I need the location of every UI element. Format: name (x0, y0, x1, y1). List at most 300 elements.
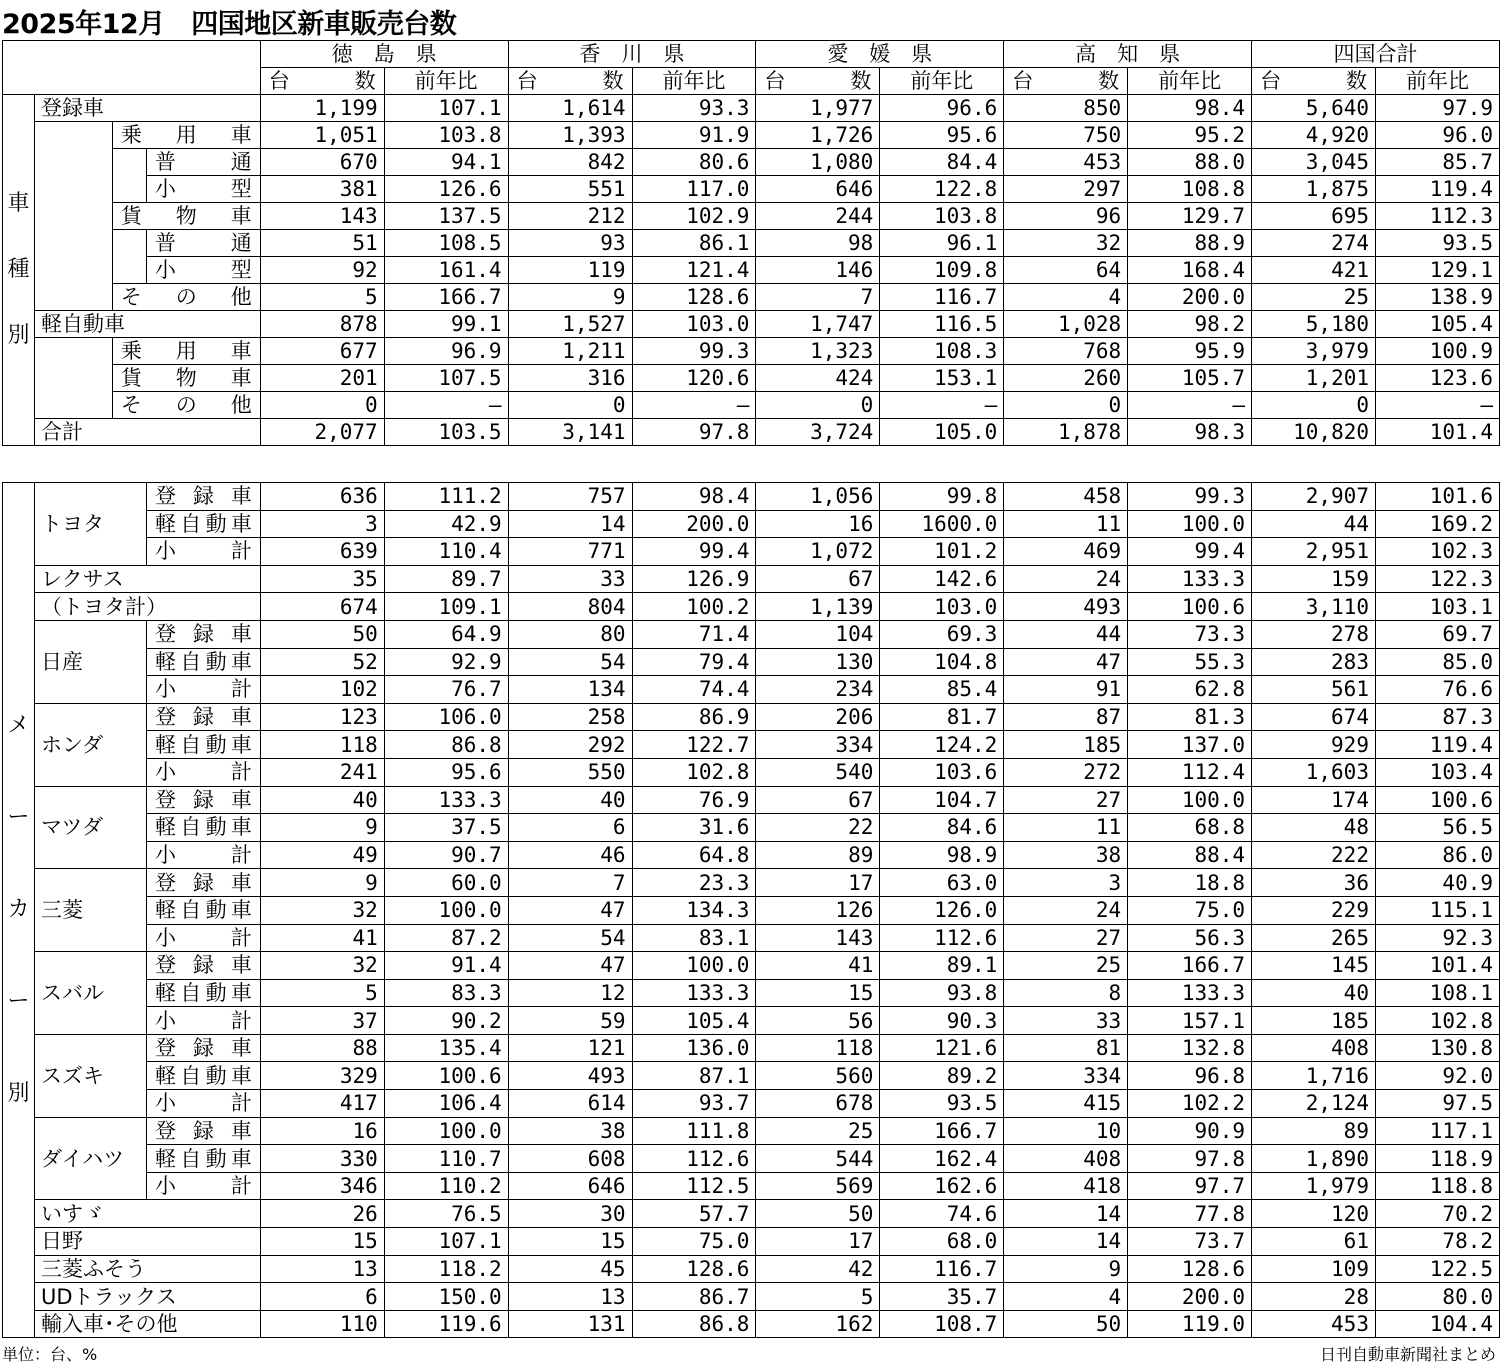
row-label: 乗用車 (112, 338, 260, 365)
maker-row (3, 1172, 1500, 1200)
maker-name: 三菱ふそう (34, 1255, 260, 1283)
yoy-cell: 119.6 (384, 1310, 508, 1338)
yoy-cell: 103.6 (880, 758, 1004, 786)
yoy-cell: — (1128, 392, 1252, 419)
row-label: 軽自動車 (34, 311, 260, 338)
count-cell: 1,323 (756, 338, 880, 365)
yoy-cell: 112.5 (632, 1172, 756, 1200)
yoy-cell: 119.4 (1375, 731, 1499, 759)
count-cell: 540 (756, 758, 880, 786)
yoy-cell: 129.1 (1376, 257, 1500, 284)
count-cell: 47 (508, 952, 632, 980)
yoy-cell: 122.7 (632, 731, 756, 759)
count-cell: 47 (508, 896, 632, 924)
count-cell: 330 (260, 1145, 384, 1173)
yoy-cell: 99.4 (1128, 538, 1252, 566)
yoy-cell: 86.7 (632, 1283, 756, 1311)
yoy-cell: 79.4 (632, 648, 756, 676)
count-cell: 17 (756, 869, 880, 897)
count-cell: 45 (508, 1255, 632, 1283)
yoy-cell: 128.6 (632, 1255, 756, 1283)
row-label: 合計 (34, 419, 260, 446)
yoy-cell: 71.4 (632, 620, 756, 648)
sub-label: 軽自動車 (146, 896, 260, 924)
yoy-cell: 134.3 (632, 896, 756, 924)
maker-row (3, 1228, 1500, 1256)
count-cell: 25 (1004, 952, 1128, 980)
sub-label: 小計 (146, 1007, 260, 1035)
yoy-cell: 97.5 (1375, 1090, 1499, 1118)
count-cell: 878 (260, 311, 384, 338)
count-cell: 5 (260, 979, 384, 1007)
yoy-cell: 157.1 (1128, 1007, 1252, 1035)
yoy-cell: 83.3 (384, 979, 508, 1007)
yoy-cell: 150.0 (384, 1283, 508, 1311)
sub-label: 小計 (146, 1090, 260, 1118)
count-cell: 38 (1004, 841, 1128, 869)
count-cell: 33 (508, 565, 632, 593)
yoy-cell: 117.0 (632, 176, 756, 203)
yoy-cell: 76.9 (632, 786, 756, 814)
yoy-cell: 76.5 (384, 1200, 508, 1228)
yoy-cell: — (384, 392, 508, 419)
yoy-cell: 122.3 (1375, 565, 1499, 593)
vehicle-row (3, 257, 1500, 284)
count-cell: 37 (260, 1007, 384, 1035)
yoy-cell: 105.7 (1128, 365, 1252, 392)
count-cell: 241 (260, 758, 384, 786)
count-cell: 24 (1004, 896, 1128, 924)
yoy-cell: 126.6 (384, 176, 508, 203)
yoy-cell: 64.9 (384, 620, 508, 648)
count-cell: 6 (260, 1283, 384, 1311)
yoy-cell: 109.1 (384, 593, 508, 621)
yoy-cell: 76.6 (1375, 676, 1499, 704)
yoy-cell: 108.3 (880, 338, 1004, 365)
yoy-cell: 162.6 (880, 1172, 1004, 1200)
count-cell: 41 (756, 952, 880, 980)
sub-label: 軽自動車 (146, 648, 260, 676)
yoy-cell: 105.0 (880, 419, 1004, 446)
sub-label: 登録車 (146, 1117, 260, 1145)
yoy-cell: 103.1 (1375, 593, 1499, 621)
maker-table (2, 482, 1500, 1338)
yoy-cell: 57.7 (632, 1200, 756, 1228)
count-cell: 104 (756, 620, 880, 648)
yoy-cell: 200.0 (1128, 1283, 1252, 1311)
row-label: 登録車 (34, 95, 260, 122)
maker-name: レクサス (34, 565, 260, 593)
count-cell: 50 (756, 1200, 880, 1228)
count-cell: 1,979 (1252, 1172, 1376, 1200)
yoy-cell: 102.8 (632, 758, 756, 786)
yoy-cell: 119.0 (1128, 1310, 1252, 1338)
yoy-cell: 40.9 (1375, 869, 1499, 897)
maker-row (3, 1117, 1500, 1145)
maker-name: 日野 (34, 1228, 260, 1256)
count-cell: 561 (1252, 676, 1376, 704)
col-units-header: 台 数 (1252, 68, 1376, 95)
count-cell: 7 (756, 284, 880, 311)
maker-row (3, 952, 1500, 980)
yoy-cell: 108.7 (880, 1310, 1004, 1338)
yoy-cell: 100.0 (384, 1117, 508, 1145)
yoy-cell: 80.0 (1375, 1283, 1499, 1311)
yoy-cell: 100.0 (1128, 786, 1252, 814)
yoy-cell: 96.1 (880, 230, 1004, 257)
maker-row (3, 869, 1500, 897)
yoy-cell: 62.8 (1128, 676, 1252, 704)
maker-row (3, 593, 1500, 621)
yoy-cell: — (632, 392, 756, 419)
yoy-cell: 99.1 (384, 311, 508, 338)
yoy-cell: 87.1 (632, 1062, 756, 1090)
vehicle-row (3, 284, 1500, 311)
count-cell: 1,211 (508, 338, 632, 365)
count-cell: 6 (508, 814, 632, 842)
yoy-cell: 88.4 (1128, 841, 1252, 869)
count-cell: 1,977 (756, 95, 880, 122)
count-cell: 52 (260, 648, 384, 676)
maker-name: トヨタ (34, 483, 146, 566)
yoy-cell: 86.1 (632, 230, 756, 257)
yoy-cell: 101.2 (880, 538, 1004, 566)
count-cell: 0 (260, 392, 384, 419)
section-label-char: 別 (7, 1081, 30, 1107)
yoy-cell: 89.1 (880, 952, 1004, 980)
count-cell: 1,747 (756, 311, 880, 338)
yoy-cell: 100.2 (632, 593, 756, 621)
yoy-cell: 81.3 (1128, 703, 1252, 731)
count-cell: 206 (756, 703, 880, 731)
yoy-cell: 110.7 (384, 1145, 508, 1173)
yoy-cell: 111.2 (384, 483, 508, 511)
sub-label: 軽自動車 (146, 1145, 260, 1173)
yoy-cell: 133.3 (632, 979, 756, 1007)
row-label: その他 (112, 392, 260, 419)
count-cell: 5 (260, 284, 384, 311)
count-cell: 185 (1252, 1007, 1376, 1035)
yoy-cell: 64.8 (632, 841, 756, 869)
row-label: 小型 (146, 257, 260, 284)
yoy-cell: 100.0 (1128, 510, 1252, 538)
sub-label: 軽自動車 (146, 510, 260, 538)
prefecture-header: 愛 媛 県 (756, 41, 1004, 68)
yoy-cell: 105.4 (632, 1007, 756, 1035)
yoy-cell: 56.3 (1128, 924, 1252, 952)
count-cell: 316 (508, 365, 632, 392)
yoy-cell: 103.8 (880, 203, 1004, 230)
count-cell: 143 (756, 924, 880, 952)
yoy-cell: 60.0 (384, 869, 508, 897)
yoy-cell: 103.8 (384, 122, 508, 149)
yoy-cell: 92.9 (384, 648, 508, 676)
yoy-cell: 128.6 (1128, 1255, 1252, 1283)
row-label: 乗用車 (112, 122, 260, 149)
count-cell: 234 (756, 676, 880, 704)
yoy-cell: 107.1 (384, 95, 508, 122)
maker-row (3, 1090, 1500, 1118)
count-cell: 7 (508, 869, 632, 897)
yoy-cell: 90.7 (384, 841, 508, 869)
count-cell: 424 (756, 365, 880, 392)
yoy-cell: 137.5 (384, 203, 508, 230)
yoy-cell: 120.6 (632, 365, 756, 392)
maker-row (3, 979, 1500, 1007)
count-cell: 1,726 (756, 122, 880, 149)
yoy-cell: 153.1 (880, 365, 1004, 392)
vehicle-row (3, 419, 1500, 446)
yoy-cell: 103.0 (632, 311, 756, 338)
yoy-cell: 126.0 (880, 896, 1004, 924)
count-cell: 2,077 (260, 419, 384, 446)
count-cell: 408 (1252, 1034, 1376, 1062)
count-cell: 8 (1004, 979, 1128, 1007)
count-cell: 1,527 (508, 311, 632, 338)
count-cell: 64 (1004, 257, 1128, 284)
sub-label: 登録車 (146, 1034, 260, 1062)
yoy-cell: 85.7 (1376, 149, 1500, 176)
yoy-cell: 102.2 (1128, 1090, 1252, 1118)
sub-label: 登録車 (146, 620, 260, 648)
count-cell: 17 (756, 1228, 880, 1256)
count-cell: 418 (1004, 1172, 1128, 1200)
maker-row (3, 538, 1500, 566)
yoy-cell: 91.9 (632, 122, 756, 149)
maker-row (3, 620, 1500, 648)
count-cell: 415 (1004, 1090, 1128, 1118)
count-cell: 9 (508, 284, 632, 311)
count-cell: 771 (508, 538, 632, 566)
count-cell: 80 (508, 620, 632, 648)
yoy-cell: 107.1 (384, 1228, 508, 1256)
count-cell: 677 (260, 338, 384, 365)
count-cell: 1,028 (1004, 311, 1128, 338)
maker-row (3, 510, 1500, 538)
count-cell: 143 (260, 203, 384, 230)
count-cell: 3 (260, 510, 384, 538)
maker-row (3, 1062, 1500, 1090)
count-cell: 12 (508, 979, 632, 1007)
yoy-cell: 88.0 (1128, 149, 1252, 176)
yoy-cell: 92.3 (1375, 924, 1499, 952)
vehicle-row (3, 392, 1500, 419)
yoy-cell: 74.4 (632, 676, 756, 704)
yoy-cell: 122.8 (880, 176, 1004, 203)
yoy-cell: 110.2 (384, 1172, 508, 1200)
yoy-cell: 42.9 (384, 510, 508, 538)
maker-row (3, 814, 1500, 842)
yoy-cell: 104.4 (1375, 1310, 1499, 1338)
maker-row (3, 1200, 1500, 1228)
count-cell: 88 (260, 1034, 384, 1062)
count-cell: 44 (1004, 620, 1128, 648)
count-cell: 11 (1004, 814, 1128, 842)
yoy-cell: 166.7 (1128, 952, 1252, 980)
maker-name: スズキ (34, 1034, 146, 1117)
maker-name: マツダ (34, 786, 146, 869)
yoy-cell: 98.3 (1128, 419, 1252, 446)
col-units-header: 台 数 (1004, 68, 1128, 95)
maker-row (3, 1145, 1500, 1173)
count-cell: 3,979 (1252, 338, 1376, 365)
yoy-cell: 102.8 (1375, 1007, 1499, 1035)
prefecture-header: 徳 島 県 (260, 41, 508, 68)
yoy-cell: 96.6 (880, 95, 1004, 122)
yoy-cell: 96.0 (1376, 122, 1500, 149)
yoy-cell: 97.8 (1128, 1145, 1252, 1173)
yoy-cell: 18.8 (1128, 869, 1252, 897)
count-cell: 92 (260, 257, 384, 284)
maker-name: （トヨタ計） (34, 593, 260, 621)
count-cell: 27 (1004, 786, 1128, 814)
section-label-char: 車 (7, 191, 30, 216)
yoy-cell: 133.3 (1128, 979, 1252, 1007)
count-cell: 67 (756, 786, 880, 814)
count-cell: 334 (756, 731, 880, 759)
yoy-cell: 95.6 (880, 122, 1004, 149)
yoy-cell: 37.5 (384, 814, 508, 842)
yoy-cell: 84.4 (880, 149, 1004, 176)
section-label-char: メ (7, 713, 30, 739)
count-cell: 4 (1004, 284, 1128, 311)
count-cell: 87 (1004, 703, 1128, 731)
count-cell: 1,199 (260, 95, 384, 122)
count-cell: 5,180 (1252, 311, 1376, 338)
yoy-cell: 35.7 (880, 1283, 1004, 1311)
maker-name: ホンダ (34, 703, 146, 786)
count-cell: 118 (756, 1034, 880, 1062)
header-blank (3, 41, 261, 68)
count-cell: 126 (756, 896, 880, 924)
yoy-cell: 63.0 (880, 869, 1004, 897)
yoy-cell: 116.7 (880, 1255, 1004, 1283)
yoy-cell: 121.6 (880, 1034, 1004, 1062)
count-cell: 297 (1004, 176, 1128, 203)
yoy-cell: 88.9 (1128, 230, 1252, 257)
unit-note: 単位：台、% (2, 1345, 98, 1364)
maker-name: 輸入車･その他 (34, 1310, 260, 1338)
count-cell: 636 (260, 483, 384, 511)
yoy-cell: 104.7 (880, 786, 1004, 814)
count-cell: 260 (1004, 365, 1128, 392)
section-label-char: ー (7, 805, 30, 831)
yoy-cell: 89.2 (880, 1062, 1004, 1090)
col-ratio-header: 前年比 (880, 68, 1004, 95)
yoy-cell: 86.8 (632, 1310, 756, 1338)
yoy-cell: 96.9 (384, 338, 508, 365)
col-ratio-header: 前年比 (632, 68, 756, 95)
count-cell: 1,716 (1252, 1062, 1376, 1090)
yoy-cell: 100.6 (1128, 593, 1252, 621)
yoy-cell: 85.0 (1375, 648, 1499, 676)
vehicle-row (3, 176, 1500, 203)
prefecture-header: 四国合計 (1252, 41, 1500, 68)
count-cell: 46 (508, 841, 632, 869)
count-cell: 550 (508, 758, 632, 786)
yoy-cell: 99.4 (632, 538, 756, 566)
yoy-cell: 1600.0 (880, 510, 1004, 538)
count-cell: 674 (260, 593, 384, 621)
yoy-cell: 86.8 (384, 731, 508, 759)
yoy-cell: 132.8 (1128, 1034, 1252, 1062)
count-cell: 646 (508, 1172, 632, 1200)
yoy-cell: 117.1 (1375, 1117, 1499, 1145)
count-cell: 118 (260, 731, 384, 759)
yoy-cell: 70.2 (1375, 1200, 1499, 1228)
row-label: その他 (112, 284, 260, 311)
vehicle-row (3, 230, 1500, 257)
yoy-cell: 68.8 (1128, 814, 1252, 842)
yoy-cell: 93.8 (880, 979, 1004, 1007)
yoy-cell: 69.3 (880, 620, 1004, 648)
count-cell: 14 (508, 510, 632, 538)
yoy-cell: 76.7 (384, 676, 508, 704)
count-cell: 25 (1252, 284, 1376, 311)
count-cell: 283 (1252, 648, 1376, 676)
page-title: 2025年12月 四国地区新車販売台数 (2, 9, 457, 40)
vehicle-row (3, 122, 1500, 149)
yoy-cell: 96.8 (1128, 1062, 1252, 1090)
maker-row (3, 483, 1500, 511)
yoy-cell: 112.6 (880, 924, 1004, 952)
count-cell: 32 (260, 896, 384, 924)
count-cell: 421 (1252, 257, 1376, 284)
section-label-char: ー (7, 989, 30, 1015)
yoy-cell: 166.7 (384, 284, 508, 311)
count-cell: 15 (260, 1228, 384, 1256)
count-cell: 1,080 (756, 149, 880, 176)
header-row-prefecture (3, 41, 1500, 68)
yoy-cell: 74.6 (880, 1200, 1004, 1228)
maker-row (3, 1310, 1500, 1338)
yoy-cell: 126.9 (632, 565, 756, 593)
header-row-metric (3, 68, 1500, 95)
count-cell: 32 (1004, 230, 1128, 257)
maker-row (3, 703, 1500, 731)
count-cell: 130 (756, 648, 880, 676)
yoy-cell: 119.4 (1376, 176, 1500, 203)
yoy-cell: 86.0 (1375, 841, 1499, 869)
count-cell: 1,051 (260, 122, 384, 149)
yoy-cell: 104.8 (880, 648, 1004, 676)
count-cell: 453 (1252, 1310, 1376, 1338)
yoy-cell: — (880, 392, 1004, 419)
count-cell: 3,724 (756, 419, 880, 446)
indent-cell (112, 230, 146, 284)
count-cell: 54 (508, 648, 632, 676)
count-cell: 1,072 (756, 538, 880, 566)
yoy-cell: 121.4 (632, 257, 756, 284)
count-cell: 145 (1252, 952, 1376, 980)
count-cell: 3,045 (1252, 149, 1376, 176)
count-cell: 639 (260, 538, 384, 566)
vehicle-row (3, 338, 1500, 365)
sub-label: 軽自動車 (146, 731, 260, 759)
yoy-cell: 93.7 (632, 1090, 756, 1118)
count-cell: 4 (1004, 1283, 1128, 1311)
col-units-header: 台 数 (260, 68, 384, 95)
yoy-cell: 31.6 (632, 814, 756, 842)
count-cell: 123 (260, 703, 384, 731)
count-cell: 469 (1004, 538, 1128, 566)
count-cell: 646 (756, 176, 880, 203)
count-cell: 272 (1004, 758, 1128, 786)
row-label: 普通 (146, 230, 260, 257)
sub-label: 登録車 (146, 786, 260, 814)
count-cell: 56 (756, 1007, 880, 1035)
yoy-cell: 112.4 (1128, 758, 1252, 786)
